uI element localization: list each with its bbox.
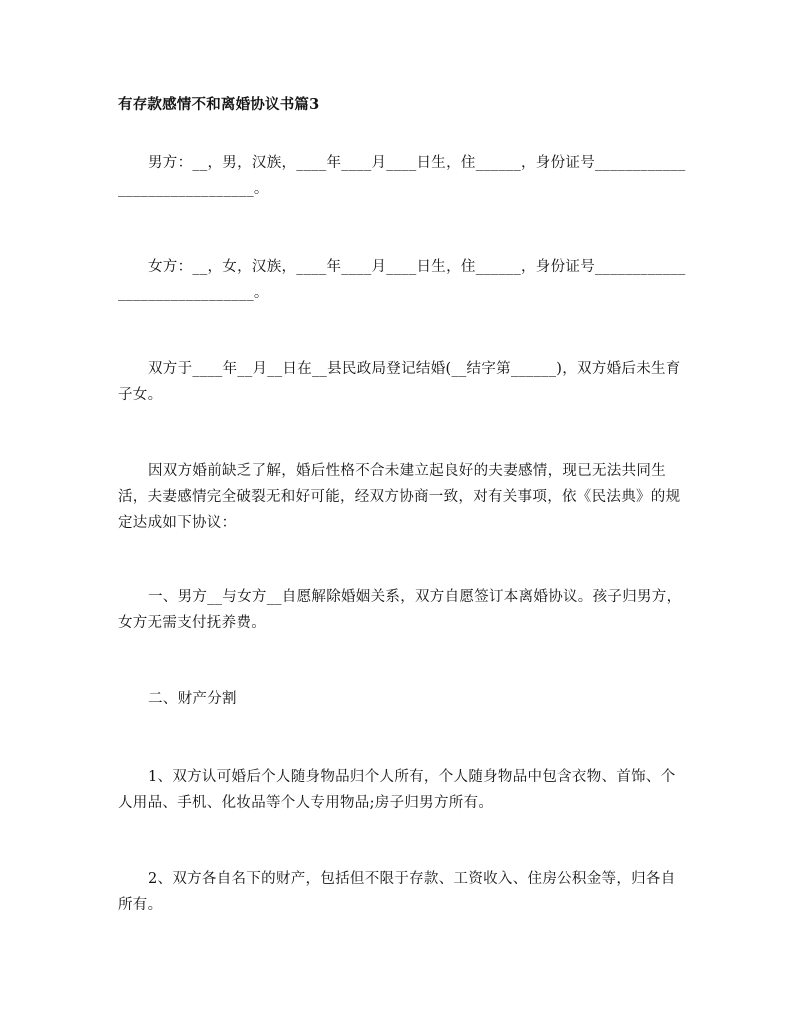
divorce-reason-paragraph: 因双方婚前缺乏了解，婚后性格不合未建立起良好的夫妻感情，现已无法共同生活，夫妻感情完全破裂无和好可能，经双方协商一致，对有关事项，依《民法典》的规定达成如下协议： [118, 463, 681, 531]
female-party-paragraph: 女方：__，女，汉族，____年____月____日生，住______，身份证号______________________________。 [118, 259, 686, 301]
document-title: 有存款感情不和离婚协议书篇3 [118, 96, 320, 113]
clause-one-paragraph: 一、男方__与女方__自愿解除婚姻关系，双方自愿签订本离婚协议。孩子归男方，女方无需支付抚养费。 [118, 589, 682, 631]
property-clause-one: 1、双方认可婚后个人随身物品归个人所有，个人随身物品中包含衣物、首饰、个人用品、手机、化妆品等个人专用物品;房子归男方所有。 [118, 769, 676, 811]
male-party-paragraph: 男方：__，男，汉族，____年____月____日生，住______，身份证号______________________________。 [118, 155, 686, 197]
property-clause-two: 2、双方各自名下的财产，包括但不限于存款、工资收入、住房公积金等，归各自所有。 [118, 871, 676, 913]
marriage-registration-paragraph: 双方于____年__月__日在__县民政局登记结婚(__结字第______)，双方婚后未生育子女。 [118, 361, 681, 403]
property-division-heading: 二、财产分割 [148, 691, 237, 707]
